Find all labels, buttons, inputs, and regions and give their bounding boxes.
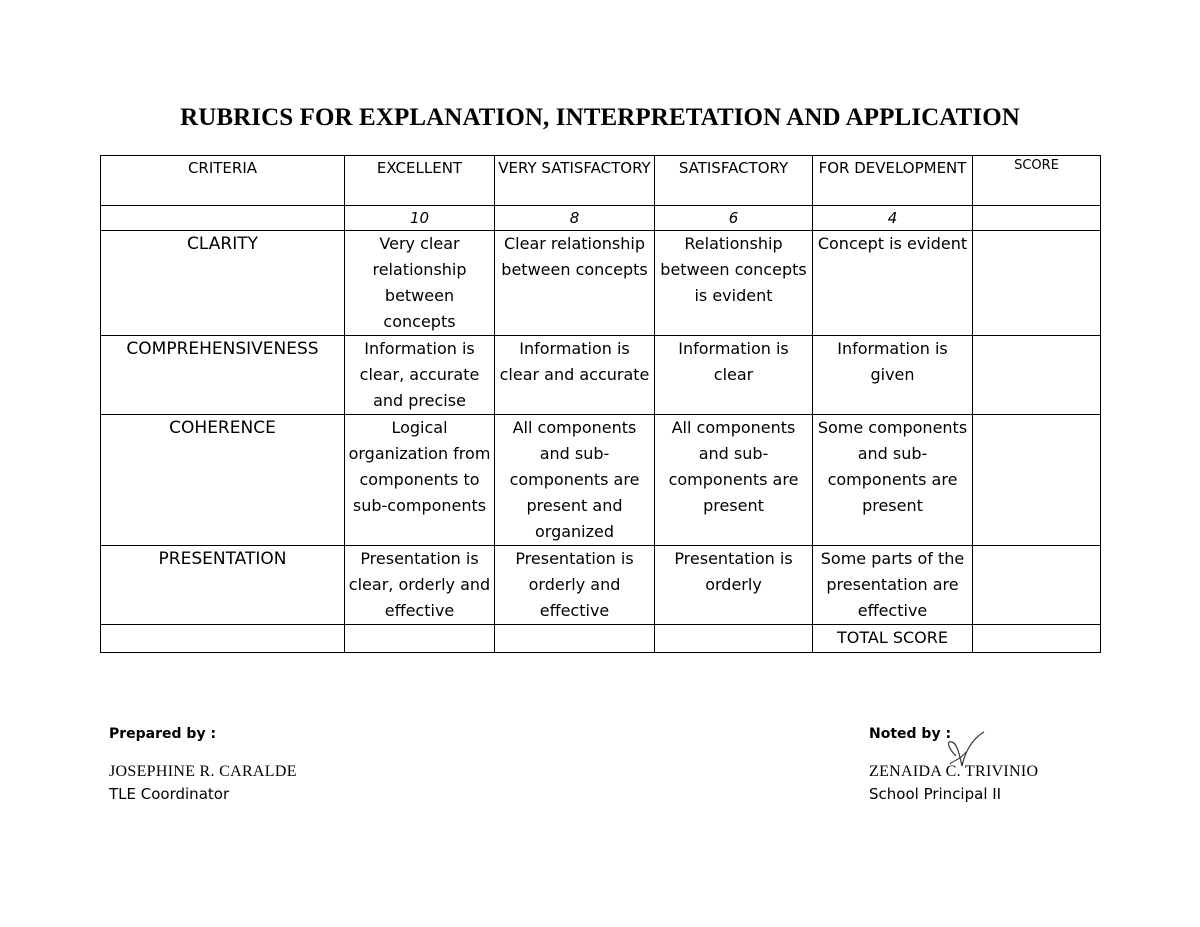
header-very-satisfactory: VERY SATISFACTORY	[495, 156, 655, 206]
table-row	[101, 336, 1101, 415]
total-score-cell	[973, 625, 1101, 653]
header-for-development: FOR DEVELOPMENT	[813, 156, 973, 206]
points-very-satisfactory: 8	[495, 206, 655, 231]
header-satisfactory: SATISFACTORY	[655, 156, 813, 206]
cell-satisfactory: Relationship between concepts is evident	[655, 231, 813, 336]
cell-for-development: Information is given	[813, 336, 973, 415]
cell-satisfactory: All components and sub-components are present	[655, 415, 813, 546]
noted-by-role: School Principal II	[869, 785, 1002, 803]
cell-very-satisfactory: Presentation is orderly and effective	[495, 546, 655, 625]
points-empty	[101, 206, 345, 231]
score-cell	[973, 231, 1101, 336]
score-cell	[973, 336, 1101, 415]
prepared-by-name: JOSEPHINE R. CARALDE	[109, 763, 297, 780]
points-excellent: 10	[345, 206, 495, 231]
cell-excellent: Logical organization from components to sub-components	[345, 415, 495, 546]
criterion-clarity: CLARITY	[101, 231, 345, 336]
cell-excellent: Information is clear, accurate and precise	[345, 336, 495, 415]
cell-for-development: Some parts of the presentation are effective	[813, 546, 973, 625]
prepared-by-label: Prepared by :	[109, 726, 217, 742]
table-row	[101, 415, 1101, 546]
points-for-development: 4	[813, 206, 973, 231]
total-score-label: TOTAL SCORE	[813, 625, 973, 653]
noted-by-name: ZENAIDA C. TRIVINIO	[869, 763, 1039, 780]
header-score: SCORE	[973, 156, 1101, 206]
document-title: RUBRICS FOR EXPLANATION, INTERPRETATION AND APPLICATION	[180, 104, 1020, 131]
cell-excellent: Presentation is clear, orderly and effective	[345, 546, 495, 625]
prepared-by-block	[109, 726, 297, 803]
table-row	[101, 546, 1101, 625]
points-satisfactory: 6	[655, 206, 813, 231]
criterion-presentation: PRESENTATION	[101, 546, 345, 625]
criterion-comprehensiveness: COMPREHENSIVENESS	[101, 336, 345, 415]
total-empty	[655, 625, 813, 653]
header-row	[101, 156, 1101, 206]
points-score-empty	[973, 206, 1101, 231]
cell-excellent: Very clear relationship between concepts	[345, 231, 495, 336]
score-cell	[973, 546, 1101, 625]
handwritten-signature-icon	[920, 726, 990, 776]
cell-very-satisfactory: All components and sub-components are present and organized	[495, 415, 655, 546]
cell-satisfactory: Information is clear	[655, 336, 813, 415]
prepared-by-role: TLE Coordinator	[109, 785, 230, 803]
cell-very-satisfactory: Clear relationship between concepts	[495, 231, 655, 336]
rubric-table	[100, 155, 1101, 653]
criterion-coherence: COHERENCE	[101, 415, 345, 546]
cell-for-development: Concept is evident	[813, 231, 973, 336]
score-cell	[973, 415, 1101, 546]
cell-very-satisfactory: Information is clear and accurate	[495, 336, 655, 415]
noted-by-label: Noted by :	[869, 726, 952, 742]
header-excellent: EXCELLENT	[345, 156, 495, 206]
cell-for-development: Some components and sub-components are present	[813, 415, 973, 546]
cell-satisfactory: Presentation is orderly	[655, 546, 813, 625]
total-empty	[345, 625, 495, 653]
total-empty	[495, 625, 655, 653]
total-empty	[101, 625, 345, 653]
points-row	[101, 206, 1101, 231]
header-criteria: CRITERIA	[101, 156, 345, 206]
table-row	[101, 231, 1101, 336]
total-row	[101, 625, 1101, 653]
